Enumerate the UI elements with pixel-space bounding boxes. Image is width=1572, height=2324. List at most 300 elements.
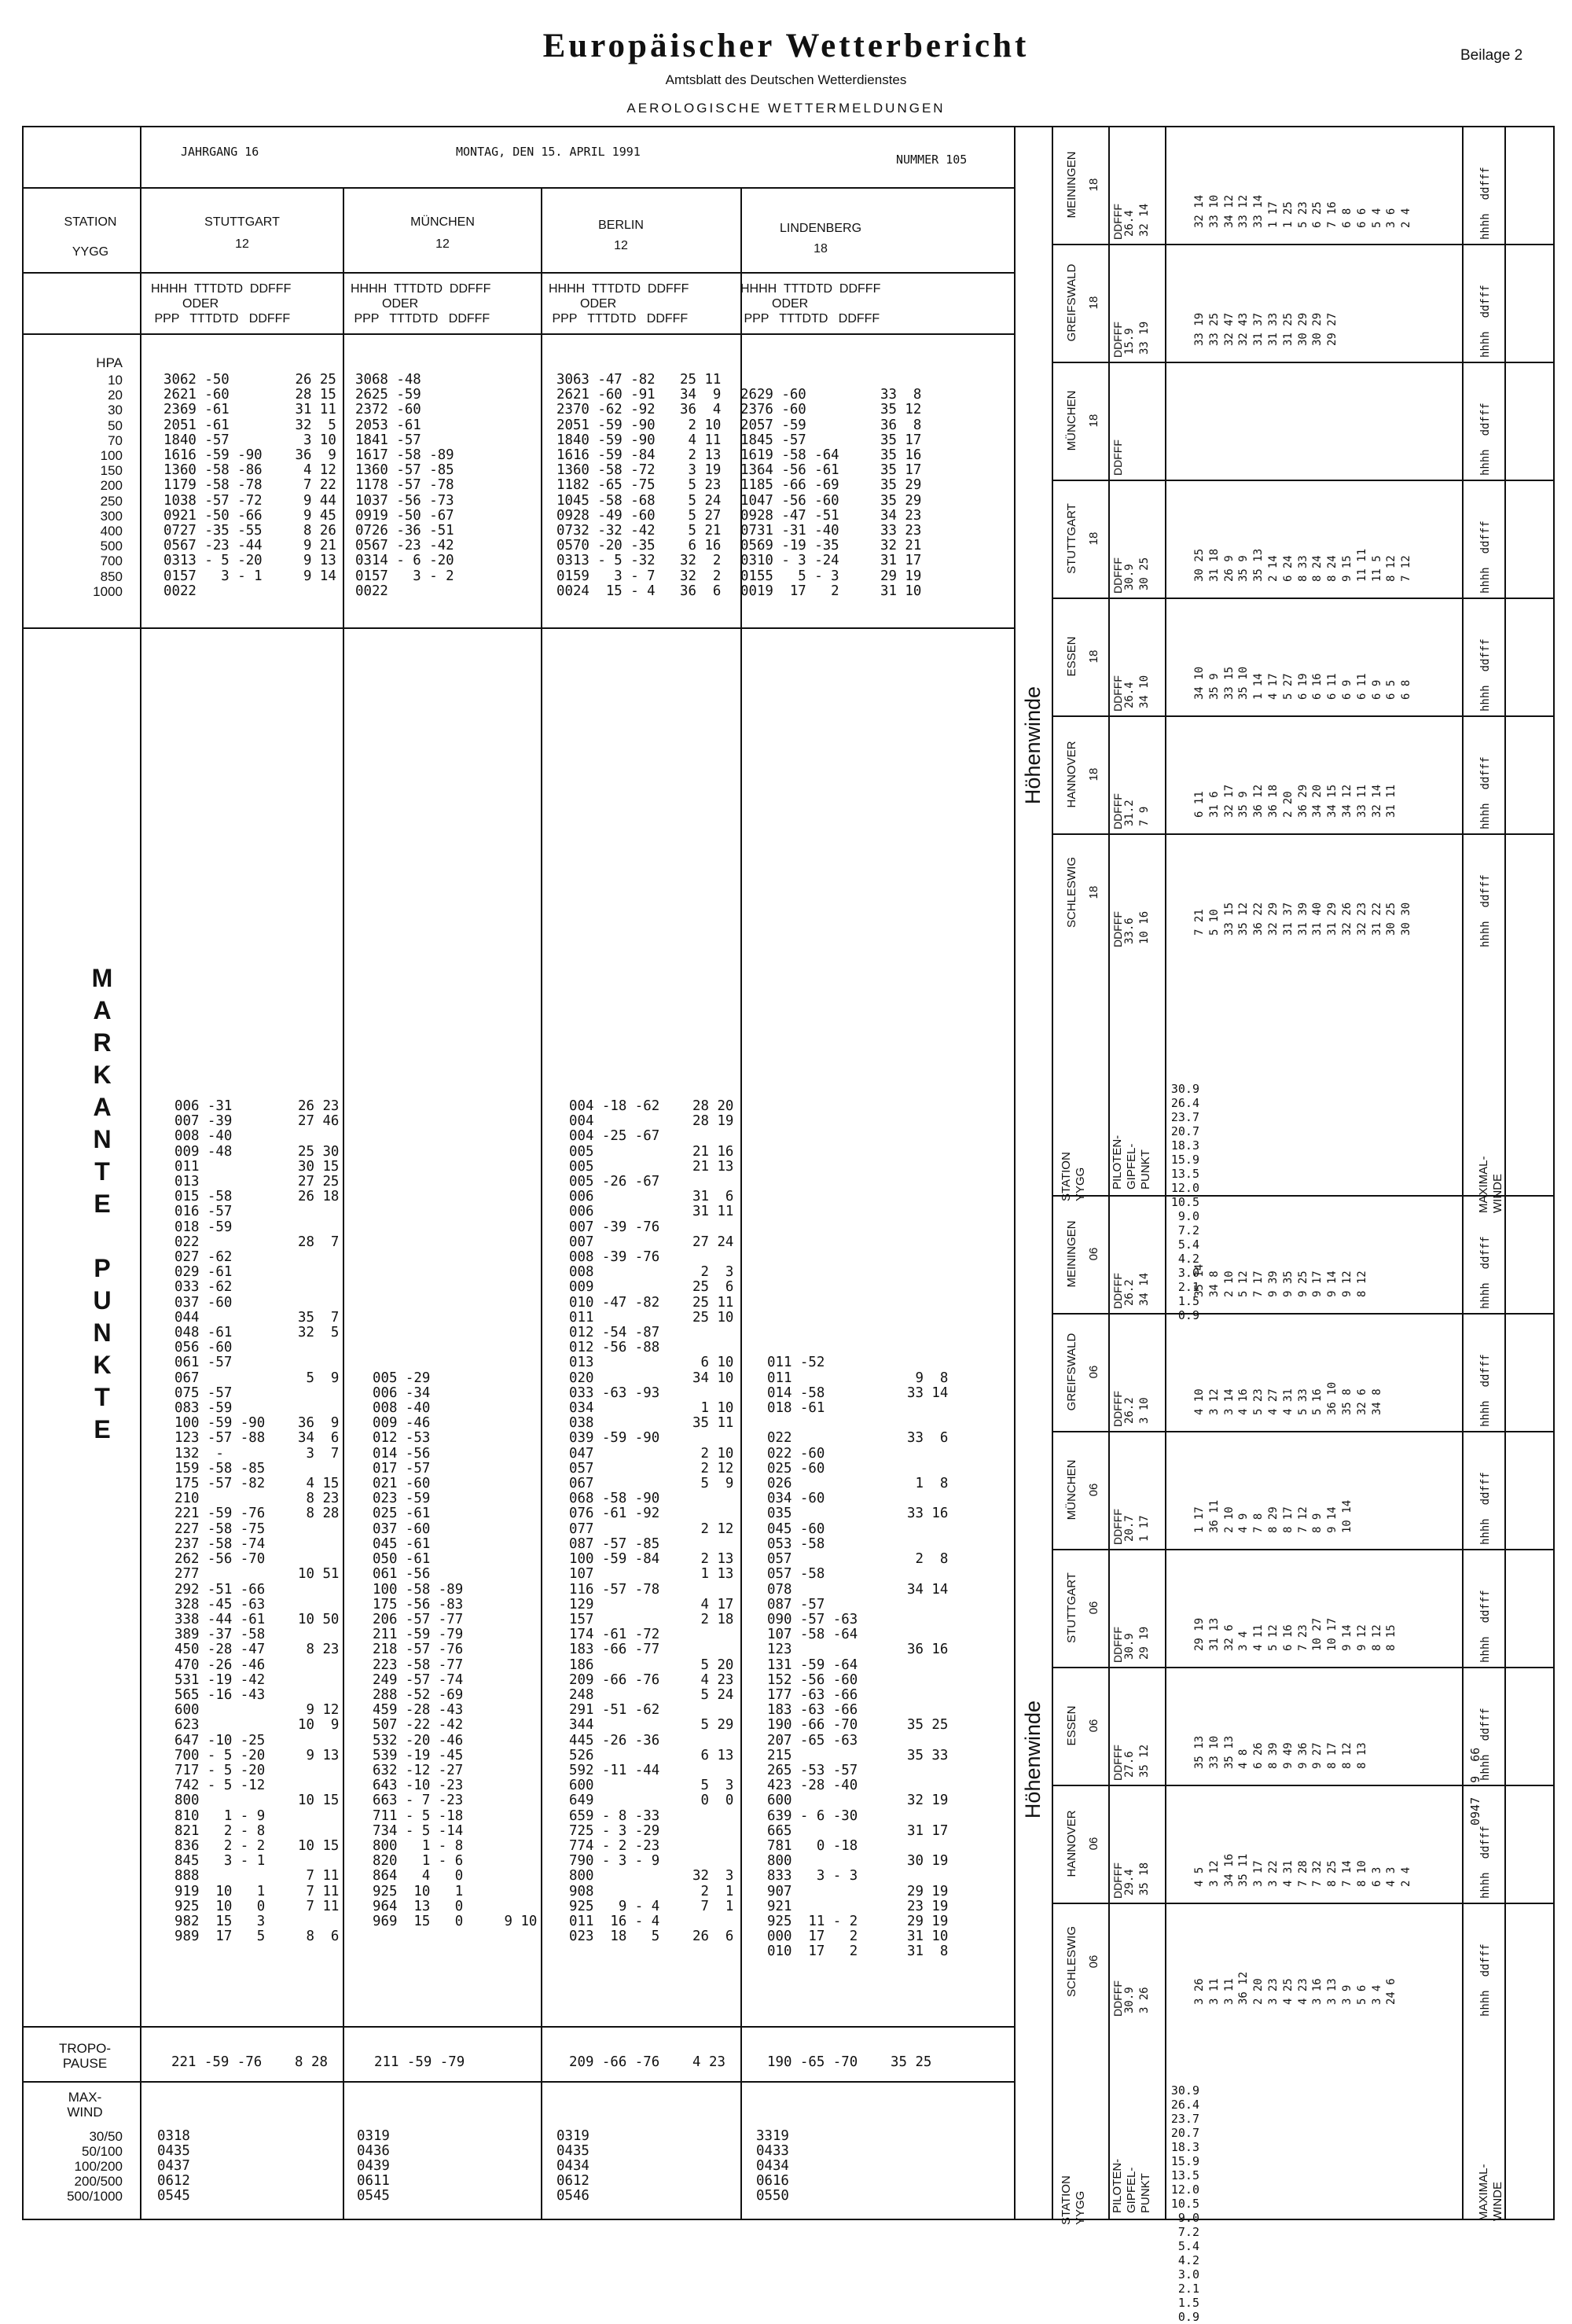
top-wind-value: 35 9 — [1207, 673, 1221, 700]
top-ddfff-label: DDFFF — [1111, 204, 1124, 240]
bottom-wind-value: 5 12 — [1237, 1270, 1251, 1297]
bottom-wind-value: 36 11 — [1207, 1499, 1221, 1533]
top-wind-value: 35 13 — [1252, 548, 1265, 582]
hpa-label: HPA — [96, 355, 123, 370]
station-name: LINDENBERG — [779, 222, 862, 235]
bottom-ddfff-label: DDFFF — [1111, 1745, 1124, 1781]
berlin-standard-levels: 3063 -47 -82 25 11 2621 -60 -91 34 9 2370 -62 -92 36 4 2051 -59 -90 2 10 1840 -59 -90 4 11 1616 -59 -84 2 13 1360 -58 -72 3 19 1182 -65 -75 5 23 1045 -58 -68 5 24 0928 -49 -60 5 27 0732 -32 -42 5 21 0570 -20 -35 6 16 0313 - 5 -32 32 2 0159 3 - 7 32 2 0024 15 - 4 36 6 — [556, 372, 722, 599]
station-label: STATION — [64, 215, 117, 229]
bottom-wind-value: 4 31 — [1281, 1860, 1295, 1887]
bottom-wind-value: 8 9 — [1311, 1513, 1324, 1533]
bottom-wind-value: 7 12 — [1296, 1506, 1309, 1533]
km-levels: 30.9 26.4 23.7 20.7 18.3 15.9 13.5 12.0 10.5 9.0 7.2 5.4 4.2 3.0 2.1 1.5 0.9 — [1170, 2083, 1199, 2324]
beilage-label: Beilage 2 — [1460, 47, 1523, 64]
top-wind-value: 31 25 — [1281, 312, 1295, 346]
top-ddfff-label: DDFFF — [1111, 439, 1124, 476]
bottom-wind-value: 32 6 — [1222, 1624, 1236, 1651]
bottom-wind-value: 35 8 — [1341, 1388, 1353, 1415]
bottom-wind-value: 4 31 — [1281, 1388, 1295, 1415]
divider — [343, 187, 344, 2219]
bottom-wind-value: 4 5 — [1193, 1866, 1206, 1887]
top-wind-value: 32 23 — [1355, 902, 1368, 936]
bottom-wind-value: 9 39 — [1267, 1270, 1280, 1297]
top-wind-value: 33 15 — [1222, 902, 1236, 936]
top-wind-value: 9 15 — [1341, 555, 1353, 582]
bottom-wind-value: 29 19 — [1193, 1617, 1206, 1651]
top-wind-value: 6 11 — [1326, 673, 1339, 700]
bottom-wind-value: 7 17 — [1252, 1270, 1265, 1297]
bottom-wind-value: 9 14 — [1326, 1270, 1339, 1297]
top-wind-value: 32 17 — [1222, 784, 1236, 818]
top-wind-value: 31 40 — [1311, 902, 1324, 936]
bottom-station-yygg: 06 — [1087, 1719, 1100, 1733]
top-wind-value: 31 37 — [1281, 902, 1295, 936]
bottom-wind-value: 9 27 — [1311, 1742, 1324, 1769]
top-wind-value: 1 17 — [1267, 201, 1280, 228]
page-subtitle: Amtsblatt des Deutschen Wetterdienstes — [665, 72, 907, 87]
km-levels: 30.9 26.4 23.7 20.7 18.3 15.9 13.5 12.0 10.5 9.0 7.2 5.4 4.2 3.0 2.1 1.5 0.9 — [1170, 1082, 1199, 1322]
muenchen-maxwind: 0319 0436 0439 0611 0545 — [357, 2128, 390, 2204]
bottom-wind-value: 3 26 — [1193, 1978, 1206, 2005]
top-wind-value: 34 20 — [1311, 784, 1324, 818]
lindenberg-significant-levels: 011 -52 011 9 8 014 -58 33 14 018 -61 022 33 6 022 -60 025 -60 026 1 8 034 -60 035 33 16 045 -60 053 -58 057 2 8 057 -58 078 34 14 087 -57 090 -57 -63 107 -58 -64 123 36 16 131 -59 -64 152 -56 -60 177 -63 -66 183 -63 -66 190 -66 -70 35 25 207 -65 -63 215 35 33 265 -53 -57 423 -28 -40 600 32 19 639 - 6 -30 665 31 17 781 0 -18 800 30 19 833 3 - 3 907 29 19 921 23 19 925 11 - 2 29 19 000 17 2 31 10 010 17 2 31 8 — [767, 1355, 949, 1960]
bottom-wind-value: 10 17 — [1326, 1617, 1339, 1651]
top-wind-value: 32 14 — [1193, 194, 1206, 228]
bottom-wind-value: 3 16 — [1311, 1978, 1324, 2005]
bottom-wind-value: 35 13 — [1193, 1735, 1206, 1769]
muenchen-standard-levels: 3068 -48 2625 -59 2372 -60 2053 -61 1841 -57 1617 -58 -89 1360 -57 -85 1178 -57 -78 1037 -56 -73 0919 -50 -67 0726 -36 -51 0567 -23 -42 0314 - 6 -20 0157 3 - 2 0022 — [355, 372, 454, 599]
bottom-wind-value: 8 29 — [1267, 1506, 1280, 1533]
top-gipfel-value: 31.2 7 9 — [1123, 800, 1151, 826]
top-wind-value: 8 24 — [1326, 555, 1339, 582]
bottom-wind-value: 4 10 — [1193, 1388, 1206, 1415]
bottom-wind-value: 9 12 — [1355, 1624, 1368, 1651]
piloten-label: PILOTEN- GIPFEL- PUNKT — [1111, 1134, 1152, 1190]
bottom-wind-value: 10 14 — [1341, 1499, 1353, 1533]
bottom-wind-value: 9 14 — [1326, 1506, 1339, 1533]
bottom-hhhh-label: hhhh ddfff — [1479, 1590, 1492, 1663]
station-yygg-label: STATION YYGG — [1060, 2175, 1087, 2225]
top-station-name: SCHLESWIG — [1065, 857, 1078, 928]
berlin-maxwind: 0319 0435 0434 0612 0546 — [556, 2128, 590, 2204]
bottom-station-name: SCHLESWIG — [1065, 1926, 1078, 1998]
bottom-wind-value: 9 35 — [1281, 1270, 1295, 1297]
bottom-station-name: MEININGEN — [1065, 1220, 1078, 1288]
top-hhhh-label: hhhh ddfff — [1479, 638, 1492, 712]
top-station-yygg: 18 — [1087, 531, 1100, 546]
top-wind-value: 34 12 — [1341, 784, 1353, 818]
bottom-wind-value: 8 25 — [1326, 1860, 1339, 1887]
top-ddfff-label: DDFFF — [1111, 793, 1124, 829]
top-wind-value: 2 20 — [1281, 791, 1295, 818]
divider — [22, 272, 1014, 274]
top-wind-value: 1 25 — [1281, 201, 1295, 228]
bottom-wind-value: 5 33 — [1296, 1388, 1309, 1415]
bottom-gipfel-value: 26.2 34 14 — [1123, 1272, 1151, 1306]
top-wind-value: 6 11 — [1193, 791, 1206, 818]
top-hhhh-label: hhhh ddfff — [1479, 403, 1492, 476]
top-ddfff-label: DDFFF — [1111, 322, 1124, 358]
bottom-wind-value: 8 12 — [1355, 1270, 1368, 1297]
hpa-levels: 10 20 30 50 70 100 150 200 250 300 400 500 700 850 1000 — [93, 373, 123, 599]
bottom-wind-value: 2 20 — [1252, 1978, 1265, 2005]
bottom-station-yygg: 06 — [1087, 1837, 1100, 1851]
top-wind-value: 35 10 — [1237, 666, 1251, 700]
bottom-wind-value: 3 12 — [1207, 1388, 1221, 1415]
top-wind-value: 7 12 — [1400, 555, 1413, 582]
top-wind-value: 35 9 — [1237, 791, 1251, 818]
divider — [22, 627, 1014, 629]
top-wind-value: 36 22 — [1252, 902, 1265, 936]
bottom-station-name: GREIFSWALD — [1065, 1333, 1078, 1411]
top-hhhh-label: hhhh ddfff — [1479, 756, 1492, 829]
stuttgart-tropopause: 221 -59 -76 8 28 — [171, 2054, 328, 2070]
bottom-station-name: ESSEN — [1065, 1705, 1078, 1746]
bottom-wind-value: 4 16 — [1237, 1388, 1251, 1415]
top-wind-value: 6 8 — [1341, 208, 1353, 228]
bottom-wind-value: 1 17 — [1193, 1506, 1206, 1533]
divider — [140, 126, 141, 2219]
bottom-wind-value: 9 25 — [1296, 1270, 1309, 1297]
bottom-ddfff-label: DDFFF — [1111, 1273, 1124, 1309]
bottom-wind-value: 36 10 — [1326, 1381, 1339, 1415]
maximalwinde-label: MAXIMAL- WINDE — [1477, 2164, 1504, 2221]
top-wind-value: 32 29 — [1267, 902, 1280, 936]
divider — [1165, 126, 1166, 2219]
maxwind-label: MAX- WIND — [67, 2090, 103, 2120]
maximalwinde-label: MAXIMAL- WINDE — [1477, 1156, 1504, 1213]
divider — [22, 2026, 1014, 2028]
bottom-wind-value: 3 12 — [1207, 1860, 1221, 1887]
bottom-wind-value: 8 15 — [1385, 1624, 1398, 1651]
top-wind-value: 34 10 — [1193, 666, 1206, 700]
station-name: MÜNCHEN — [410, 215, 475, 229]
top-wind-value: 29 27 — [1326, 312, 1339, 346]
bottom-wind-value: 35 13 — [1222, 1735, 1236, 1769]
column-header: HHHH TTTDTD DDFFF ODER PPP TTTDTD DDFFF — [740, 282, 881, 325]
page-title: Europäischer Wetterbericht — [542, 28, 1030, 64]
top-wind-value: 32 47 — [1222, 312, 1236, 346]
top-wind-value: 30 25 — [1385, 902, 1398, 936]
top-station-yygg: 18 — [1087, 296, 1100, 310]
station-yygg: 12 — [235, 237, 249, 251]
top-hhhh-label: hhhh ddfff — [1479, 167, 1492, 240]
divider — [541, 187, 542, 2219]
bottom-wind-value: 8 17 — [1326, 1742, 1339, 1769]
top-station-name: MEININGEN — [1065, 151, 1078, 219]
bottom-wind-value: 6 3 — [1370, 1866, 1383, 1887]
stuttgart-significant-levels: 006 -31 26 23 007 -39 27 46 008 -40 009 -48 25 30 011 30 15 013 27 25 015 -58 26 18 016 -57 018 -59 022 28 7 027 -62 029 -61 033 -62 037 -60 044 35 7 048 -61 32 5 056 -60 061 -57 067 5 9 075 -57 083 -59 100 -59 -90 36 9 123 -57 -88 34 6 132 - 3 7 159 -58 -85 175 -57 -82 4 15 210 8 23 221 -59 -76 8 28 227 -58 -75 237 -58 -74 262 -56 -70 277 10 51 292 -51 -66 328 -45 -63 338 -44 -61 10 50 389 -37 -58 450 -28 -47 8 23 470 -26 -46 531 -19 -42 565 -16 -43 600 9 12 623 10 9 647 -10 -25 700 - 5 -20 9 13 717 - 5 -20 742 - 5 -12 800 10 15 810 1 - 9 821 2 - 8 836 2 - 2 10 15 845 3 - 1 888 7 11 919 10 1 7 11 925 10 0 7 11 982 15 3 989 17 5 8 6 — [174, 1098, 340, 1945]
top-wind-value: 31 18 — [1207, 548, 1221, 582]
top-wind-value: 2 4 — [1400, 208, 1413, 228]
bottom-wind-value: 8 13 — [1355, 1742, 1368, 1769]
divider — [1014, 126, 1016, 2219]
top-gipfel-value: 26.4 34 10 — [1123, 675, 1151, 708]
top-wind-value: 7 21 — [1193, 909, 1206, 936]
bottom-wind-value: 2 4 — [1400, 1866, 1413, 1887]
top-hhhh-label: hhhh ddfff — [1479, 874, 1492, 947]
bottom-wind-value: 35 14 — [1193, 1263, 1206, 1297]
top-wind-value: 31 11 — [1385, 784, 1398, 818]
top-station-yygg: 18 — [1087, 178, 1100, 192]
top-wind-value: 36 29 — [1296, 784, 1309, 818]
top-wind-value: 6 24 — [1281, 555, 1295, 582]
bottom-wind-value: 31 13 — [1207, 1617, 1221, 1651]
bottom-station-name: MÜNCHEN — [1065, 1459, 1078, 1521]
bottom-gipfel-value: 27.6 35 12 — [1123, 1744, 1151, 1778]
stuttgart-standard-levels: 3062 -50 26 25 2621 -60 28 15 2369 -61 31 11 2051 -61 32 5 1840 -57 3 10 1616 -59 -90 36 9 1360 -58 -86 4 12 1179 -58 -78 7 22 1038 -57 -72 9 44 0921 -50 -66 9 45 0727 -35 -55 8 26 0567 -23 -44 9 21 0313 - 5 -20 9 13 0157 3 - 1 9 14 0022 — [163, 372, 336, 599]
issue-date: MONTAG, DEN 15. APRIL 1991 — [456, 145, 641, 159]
top-wind-value: 5 27 — [1281, 673, 1295, 700]
bottom-wind-value: 8 12 — [1370, 1624, 1383, 1651]
bottom-wind-value: 24 6 — [1385, 1978, 1398, 2005]
bottom-wind-value: 9 14 — [1341, 1624, 1353, 1651]
bottom-hhhh-label: hhhh ddfff — [1479, 1354, 1492, 1427]
bottom-gipfel-value: 29.4 35 18 — [1123, 1862, 1151, 1896]
issue-number: NUMMER 105 — [896, 153, 968, 167]
top-ddfff-label: DDFFF — [1111, 675, 1124, 712]
bottom-wind-value: 34 8 — [1370, 1388, 1383, 1415]
bottom-wind-value: 6 26 — [1252, 1742, 1265, 1769]
bottom-wind-value: 7 23 — [1296, 1624, 1309, 1651]
top-wind-value: 31 33 — [1267, 312, 1280, 346]
station-yygg: 12 — [435, 237, 450, 251]
top-wind-value: 34 12 — [1222, 194, 1236, 228]
top-wind-value: 2 14 — [1267, 555, 1280, 582]
top-station-name: HANNOVER — [1065, 741, 1078, 808]
top-wind-value: 8 24 — [1311, 555, 1324, 582]
divider — [22, 2081, 1014, 2083]
lindenberg-standard-levels: 2629 -60 33 8 2376 -60 35 12 2057 -59 36 8 1845 -57 35 17 1619 -58 -64 35 16 1364 -56 -61 35 17 1185 -66 -69 35 29 1047 -56 -60 35 29 0928 -47 -51 34 23 0731 -31 -40 33 23 0569 -19 -35 32 21 0310 - 3 -24 31 17 0155 5 - 3 29 19 0019 17 2 31 10 — [740, 387, 922, 599]
bottom-wind-value: 8 17 — [1281, 1506, 1295, 1533]
top-wind-value: 34 15 — [1326, 784, 1339, 818]
top-wind-value: 35 12 — [1237, 902, 1251, 936]
top-wind-value: 32 26 — [1341, 902, 1353, 936]
station-yygg-label: STATION YYGG — [1060, 1152, 1087, 1201]
bottom-station-yygg: 06 — [1087, 1365, 1100, 1379]
bottom-wind-value: 3 11 — [1207, 1978, 1221, 2005]
bottom-wind-value: 3 13 — [1326, 1978, 1339, 2005]
bottom-station-yygg: 06 — [1087, 1954, 1100, 1969]
top-ddfff-label: DDFFF — [1111, 911, 1124, 947]
top-wind-value: 11 11 — [1355, 548, 1368, 582]
top-wind-value: 30 29 — [1311, 312, 1324, 346]
top-wind-value: 6 8 — [1400, 679, 1413, 700]
bottom-ddfff-label: DDFFF — [1111, 1391, 1124, 1427]
top-wind-value: 35 9 — [1237, 555, 1251, 582]
top-wind-value: 6 19 — [1296, 673, 1309, 700]
bottom-gipfel-value: 30.9 29 19 — [1123, 1626, 1151, 1660]
bottom-wind-value: 3 23 — [1267, 1978, 1280, 2005]
top-wind-value: 30 25 — [1193, 548, 1206, 582]
top-wind-value: 1 14 — [1252, 673, 1265, 700]
bottom-station-name: HANNOVER — [1065, 1810, 1078, 1877]
top-wind-value: 6 9 — [1341, 679, 1353, 700]
bottom-wind-value: 3 9 — [1341, 1984, 1353, 2005]
top-wind-value: 33 10 — [1207, 194, 1221, 228]
bottom-wind-value: 3 22 — [1267, 1860, 1280, 1887]
bottom-wind-value: 34 8 — [1207, 1270, 1221, 1297]
top-wind-value: 33 25 — [1207, 312, 1221, 346]
top-wind-value: 8 12 — [1385, 555, 1398, 582]
top-wind-value: 31 29 — [1326, 902, 1339, 936]
bottom-hhhh-label: hhhh ddfff — [1479, 1472, 1492, 1545]
divider — [1462, 126, 1464, 2219]
top-wind-value: 6 11 — [1355, 673, 1368, 700]
top-hhhh-label: hhhh ddfff — [1479, 285, 1492, 358]
bottom-wind-value: 7 8 — [1252, 1513, 1265, 1533]
top-wind-value: 6 5 — [1385, 679, 1398, 700]
bottom-wind-value: 36 12 — [1237, 1971, 1251, 2005]
bottom-wind-value: 5 16 — [1311, 1388, 1324, 1415]
top-wind-value: 36 12 — [1252, 784, 1265, 818]
top-wind-value: 30 29 — [1296, 312, 1309, 346]
station-name: BERLIN — [598, 219, 644, 232]
top-wind-value: 6 9 — [1370, 679, 1383, 700]
bottom-wind-value: 34 16 — [1222, 1853, 1236, 1887]
bottom-wind-value: 7 32 — [1311, 1860, 1324, 1887]
bottom-wind-value: 9 17 — [1311, 1270, 1324, 1297]
bottom-wind-value: 32 6 — [1355, 1388, 1368, 1415]
divider — [1052, 126, 1053, 2219]
bottom-wind-value: 10 27 — [1311, 1617, 1324, 1651]
top-wind-value: 8 33 — [1296, 555, 1309, 582]
piloten-label: PILOTEN- GIPFEL- PUNKT — [1111, 2158, 1152, 2213]
top-wind-value: 6 6 — [1355, 208, 1368, 228]
section-title: AEROLOGISCHE WETTERMELDUNGEN — [626, 101, 946, 116]
bottom-wind-value: 9 36 — [1296, 1742, 1309, 1769]
top-wind-value: 32 14 — [1370, 784, 1383, 818]
top-wind-value: 30 30 — [1400, 902, 1413, 936]
top-ddfff-label: DDFFF — [1111, 557, 1124, 594]
top-station-name: GREIFSWALD — [1065, 263, 1078, 342]
bottom-wind-value: 7 14 — [1341, 1860, 1353, 1887]
top-gipfel-value: 26.4 32 14 — [1123, 203, 1151, 237]
top-station-name: MÜNCHEN — [1065, 390, 1078, 451]
top-wind-value: 31 6 — [1207, 791, 1221, 818]
berlin-significant-levels: 004 -18 -62 28 20 004 28 19 004 -25 -67 005 21 16 005 21 13 005 -26 -67 006 31 6 006 31 11 007 -39 -76 007 27 24 008 -39 -76 008 2 3 009 25 6 010 -47 -82 25 11 011 25 10 012 -54 -87 012 -56 -88 013 6 10 020 34 10 033 -63 -93 034 1 10 038 35 11 039 -59 -90 047 2 10 057 2 12 067 5 9 068 -58 -90 076 -61 -92 077 2 12 087 -57 -85 100 -59 -84 2 13 107 1 13 116 -57 -78 129 4 17 157 2 18 174 -61 -72 183 -66 -77 186 5 20 209 -66 -76 4 23 248 5 24 291 -51 -62 344 5 29 445 -26 -36 526 6 13 592 -11 -44 600 5 3 649 0 0 659 - 8 -33 725 - 3 -29 774 - 2 -23 790 - 3 - 9 800 32 3 908 2 1 925 9 - 4 7 1 011 16 - 4 023 18 5 26 6 — [569, 1098, 734, 1945]
bottom-hhhh-label: hhhh ddfff — [1479, 1236, 1492, 1309]
bottom-station-name: STUTTGART — [1065, 1572, 1078, 1643]
bottom-ddfff-label: DDFFF — [1111, 1509, 1124, 1545]
column-header: HHHH TTTDTD DDFFF ODER PPP TTTDTD DDFFF — [351, 282, 491, 325]
divider — [22, 187, 1014, 189]
bottom-wind-value: 8 10 — [1355, 1860, 1368, 1887]
station-yygg: 12 — [614, 239, 628, 252]
muenchen-tropopause: 211 -59 -79 — [374, 2054, 465, 2070]
top-wind-value: 33 15 — [1222, 666, 1236, 700]
top-wind-value: 33 12 — [1237, 194, 1251, 228]
bottom-hhhh-label: hhhh ddfff — [1479, 1708, 1492, 1781]
bottom-wind-value: 4 8 — [1237, 1749, 1251, 1769]
bottom-station-yygg: 06 — [1087, 1601, 1100, 1615]
bottom-wind-value: 4 11 — [1252, 1624, 1265, 1651]
top-wind-value: 33 11 — [1355, 784, 1368, 818]
top-wind-value: 33 19 — [1193, 312, 1206, 346]
bottom-wind-value: 35 11 — [1237, 1853, 1251, 1887]
top-wind-value: 31 37 — [1252, 312, 1265, 346]
station-yygg: 18 — [814, 242, 828, 256]
top-wind-value: 6 16 — [1311, 673, 1324, 700]
bottom-ddfff-label: DDFFF — [1111, 1980, 1124, 2017]
bottom-station-yygg: 06 — [1087, 1247, 1100, 1261]
bottom-wind-value: 3 17 — [1252, 1860, 1265, 1887]
lindenberg-maxwind: 3319 0433 0434 0616 0550 — [756, 2128, 789, 2204]
bottom-wind-value: 4 9 — [1237, 1513, 1251, 1533]
top-wind-value: 6 25 — [1311, 201, 1324, 228]
bottom-hhhh-label: hhhh ddfff — [1479, 1826, 1492, 1899]
top-wind-value: 26 9 — [1222, 555, 1236, 582]
bottom-wind-value: 4 27 — [1267, 1388, 1280, 1415]
maxwind-value: 0947 9 66 — [1468, 1747, 1482, 1826]
hoehenwinde-label: Höhenwinde — [1021, 1700, 1045, 1819]
berlin-tropopause: 209 -66 -76 4 23 — [569, 2054, 725, 2070]
top-station-yygg: 18 — [1087, 885, 1100, 899]
bottom-wind-value: 6 16 — [1281, 1624, 1295, 1651]
bottom-wind-value: 3 4 — [1237, 1631, 1251, 1651]
top-wind-value: 32 43 — [1237, 312, 1251, 346]
column-header: HHHH TTTDTD DDFFF ODER PPP TTTDTD DDFFF — [549, 282, 689, 325]
top-gipfel-value — [1122, 417, 1154, 473]
top-station-yygg: 18 — [1087, 649, 1100, 664]
station-name: STUTTGART — [204, 215, 280, 229]
top-wind-value: 5 10 — [1207, 909, 1221, 936]
tropopause-label: TROPO- PAUSE — [58, 2041, 112, 2072]
top-station-yygg: 18 — [1087, 414, 1100, 428]
bottom-ddfff-label: DDFFF — [1111, 1627, 1124, 1663]
bottom-hhhh-label: hhhh ddfff — [1479, 1943, 1492, 2017]
top-gipfel-value: 15.9 33 19 — [1123, 321, 1151, 355]
top-wind-value: 31 22 — [1370, 902, 1383, 936]
bottom-wind-value: 8 12 — [1341, 1742, 1353, 1769]
markante-punkte-label: M A R K A N T E P U N K T E — [91, 964, 113, 1443]
bottom-wind-value: 33 10 — [1207, 1735, 1221, 1769]
top-gipfel-value: 33.6 10 16 — [1123, 910, 1151, 944]
bottom-wind-value: 9 49 — [1281, 1742, 1295, 1769]
muenchen-significant-levels: 005 -29 006 -34 008 -40 009 -46 012 -53 014 -56 017 -57 021 -60 023 -59 025 -61 037 -60 045 -61 050 -61 061 -56 100 -58 -89 175 -56 -83 206 -57 -77 211 -59 -79 218 -57 -76 223 -58 -77 249 -57 -74 288 -52 -69 459 -28 -43 507 -22 -42 532 -20 -46 539 -19 -45 632 -12 -27 643 -10 -23 663 - 7 -23 711 - 5 -18 734 - 5 -14 800 1 - 8 820 1 - 6 864 4 0 925 10 1 964 13 0 969 15 0 9 10 — [373, 1370, 538, 1929]
top-wind-value: 11 5 — [1370, 555, 1383, 582]
lindenberg-tropopause: 190 -65 -70 35 25 — [767, 2054, 932, 2070]
bottom-wind-value: 5 12 — [1267, 1624, 1280, 1651]
jahrgang: JAHRGANG 16 — [181, 145, 259, 159]
bottom-wind-value: 2 10 — [1222, 1270, 1236, 1297]
bottom-wind-value: 5 23 — [1252, 1388, 1265, 1415]
top-wind-value: 31 39 — [1296, 902, 1309, 936]
top-wind-value: 33 14 — [1252, 194, 1265, 228]
top-wind-value: 5 4 — [1370, 208, 1383, 228]
bottom-wind-value: 2 10 — [1222, 1506, 1236, 1533]
bottom-wind-value: 4 25 — [1281, 1978, 1295, 2005]
bottom-gipfel-value: 26.2 3 10 — [1123, 1397, 1151, 1424]
top-wind-value: 4 17 — [1267, 673, 1280, 700]
bottom-wind-value: 8 39 — [1267, 1742, 1280, 1769]
bottom-station-yygg: 06 — [1087, 1483, 1100, 1497]
hoehenwinde-label: Höhenwinde — [1021, 686, 1045, 805]
bottom-wind-value: 3 14 — [1222, 1388, 1236, 1415]
bottom-wind-value: 5 6 — [1355, 1984, 1368, 2005]
bottom-wind-value: 3 11 — [1222, 1978, 1236, 2005]
top-wind-value: 5 23 — [1296, 201, 1309, 228]
divider — [22, 333, 1014, 335]
top-gipfel-value: 30.9 30 25 — [1123, 557, 1151, 590]
bottom-wind-value: 4 23 — [1296, 1978, 1309, 2005]
bottom-ddfff-label: DDFFF — [1111, 1863, 1124, 1899]
top-wind-value: 3 6 — [1385, 208, 1398, 228]
top-station-name: STUTTGART — [1065, 503, 1078, 574]
bottom-wind-value: 3 4 — [1370, 1984, 1383, 2005]
top-hhhh-label: hhhh ddfff — [1479, 520, 1492, 594]
top-station-yygg: 18 — [1087, 767, 1100, 781]
